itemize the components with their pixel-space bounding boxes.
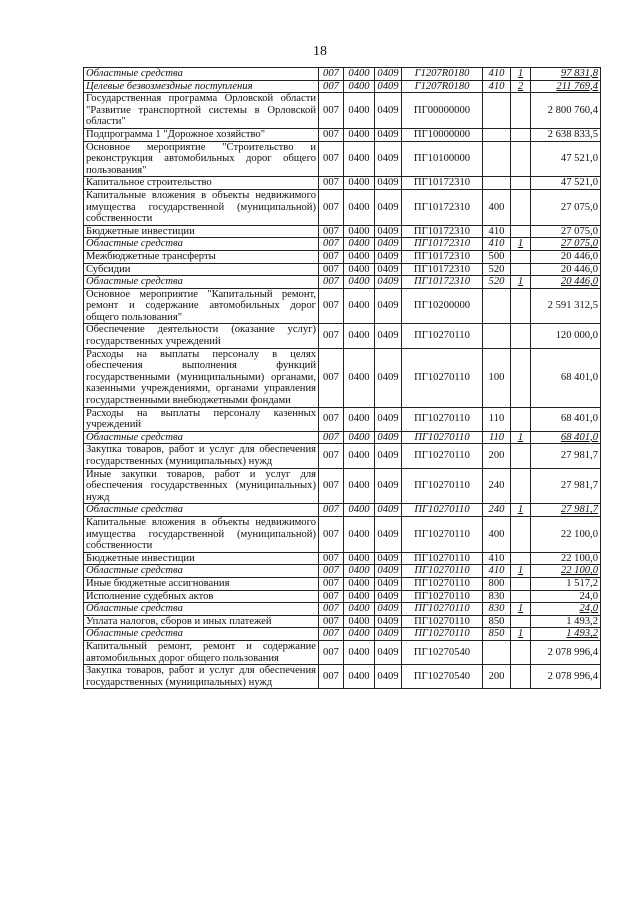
table-row	[84, 80, 601, 93]
row-funding-type: 1	[511, 68, 531, 81]
row-amount: 24,0	[531, 590, 601, 603]
row-funding-type	[511, 348, 531, 407]
row-description: Областные средства	[84, 565, 319, 578]
row-section-code: 0400	[344, 431, 375, 444]
row-target-article-code: ПГ10270110	[402, 552, 483, 565]
row-target-article-code: Г1207R0180	[402, 80, 483, 93]
row-description: Бюджетные инвестиции	[84, 552, 319, 565]
row-ved-code: 007	[319, 615, 344, 628]
row-description: Расходы на выплаты персоналу казенных учреждений	[84, 407, 319, 431]
row-amount: 1 517,2	[531, 577, 601, 590]
row-ved-code: 007	[319, 93, 344, 129]
row-funding-type	[511, 468, 531, 504]
row-expense-type-code: 110	[483, 407, 511, 431]
row-subsection-code: 0409	[375, 225, 402, 238]
row-expense-type-code: 520	[483, 263, 511, 276]
row-target-article-code: Г1207R0180	[402, 68, 483, 81]
row-section-code: 0400	[344, 80, 375, 93]
row-subsection-code: 0409	[375, 431, 402, 444]
row-ved-code: 007	[319, 431, 344, 444]
table-row	[84, 468, 601, 504]
row-subsection-code: 0409	[375, 189, 402, 225]
row-target-article-code: ПГ10270110	[402, 431, 483, 444]
row-section-code: 0400	[344, 189, 375, 225]
row-description: Областные средства	[84, 504, 319, 517]
row-subsection-code: 0409	[375, 577, 402, 590]
row-target-article-code: ПГ10270540	[402, 640, 483, 664]
row-section-code: 0400	[344, 665, 375, 689]
row-expense-type-code: 410	[483, 565, 511, 578]
row-ved-code: 007	[319, 603, 344, 616]
row-description: Капитальные вложения в объекты недвижимого имущества государственной (муниципальной) собственности	[84, 189, 319, 225]
row-section-code: 0400	[344, 288, 375, 324]
row-amount: 20 446,0	[531, 263, 601, 276]
row-description: Закупка товаров, работ и услуг для обеспечения государственных (муниципальных) нужд	[84, 444, 319, 468]
row-section-code: 0400	[344, 552, 375, 565]
row-section-code: 0400	[344, 444, 375, 468]
row-ved-code: 007	[319, 276, 344, 289]
table-row	[84, 276, 601, 289]
row-description: Иные бюджетные ассигнования	[84, 577, 319, 590]
table-row	[84, 93, 601, 129]
row-funding-type	[511, 141, 531, 177]
row-expense-type-code: 110	[483, 431, 511, 444]
row-amount: 1 493,2	[531, 628, 601, 641]
row-expense-type-code	[483, 177, 511, 190]
row-expense-type-code: 240	[483, 504, 511, 517]
row-amount: 22 100,0	[531, 565, 601, 578]
row-description: Капитальные вложения в объекты недвижимого имущества государственной (муниципальной) собственности	[84, 516, 319, 552]
row-section-code: 0400	[344, 590, 375, 603]
row-amount: 47 521,0	[531, 141, 601, 177]
row-section-code: 0400	[344, 577, 375, 590]
row-subsection-code: 0409	[375, 444, 402, 468]
row-description: Основное мероприятие "Капитальный ремонт, ремонт и содержание автомобильных дорог общего пользования"	[84, 288, 319, 324]
row-description: Исполнение судебных актов	[84, 590, 319, 603]
row-section-code: 0400	[344, 177, 375, 190]
row-ved-code: 007	[319, 590, 344, 603]
row-amount: 27 075,0	[531, 238, 601, 251]
row-section-code: 0400	[344, 615, 375, 628]
row-expense-type-code	[483, 141, 511, 177]
row-section-code: 0400	[344, 640, 375, 664]
row-amount: 68 401,0	[531, 431, 601, 444]
row-target-article-code: ПГ10172310	[402, 238, 483, 251]
row-description: Капитальное строительство	[84, 177, 319, 190]
row-funding-type	[511, 177, 531, 190]
row-section-code: 0400	[344, 565, 375, 578]
row-amount: 211 769,4	[531, 80, 601, 93]
row-funding-type	[511, 263, 531, 276]
row-subsection-code: 0409	[375, 565, 402, 578]
row-amount: 20 446,0	[531, 250, 601, 263]
row-funding-type: 1	[511, 565, 531, 578]
row-target-article-code: ПГ10172310	[402, 276, 483, 289]
row-subsection-code: 0409	[375, 288, 402, 324]
row-description: Государственная программа Орловской области "Развитие транспортной системы в Орловской области"	[84, 93, 319, 129]
row-target-article-code: ПГ00000000	[402, 93, 483, 129]
row-section-code: 0400	[344, 238, 375, 251]
row-ved-code: 007	[319, 565, 344, 578]
row-ved-code: 007	[319, 250, 344, 263]
table-row	[84, 250, 601, 263]
row-expense-type-code: 400	[483, 189, 511, 225]
row-target-article-code: ПГ10270540	[402, 665, 483, 689]
row-subsection-code: 0409	[375, 238, 402, 251]
row-section-code: 0400	[344, 407, 375, 431]
row-subsection-code: 0409	[375, 68, 402, 81]
row-amount: 24,0	[531, 603, 601, 616]
table-row	[84, 565, 601, 578]
row-expense-type-code	[483, 640, 511, 664]
row-funding-type	[511, 225, 531, 238]
row-expense-type-code: 240	[483, 468, 511, 504]
row-subsection-code: 0409	[375, 276, 402, 289]
row-subsection-code: 0409	[375, 250, 402, 263]
row-section-code: 0400	[344, 68, 375, 81]
row-ved-code: 007	[319, 141, 344, 177]
row-expense-type-code	[483, 288, 511, 324]
row-expense-type-code: 410	[483, 80, 511, 93]
row-ved-code: 007	[319, 263, 344, 276]
row-expense-type-code: 410	[483, 225, 511, 238]
table-row	[84, 189, 601, 225]
row-expense-type-code: 520	[483, 276, 511, 289]
row-amount: 22 100,0	[531, 552, 601, 565]
row-subsection-code: 0409	[375, 80, 402, 93]
row-target-article-code: ПГ10270110	[402, 590, 483, 603]
row-expense-type-code: 200	[483, 665, 511, 689]
row-ved-code: 007	[319, 552, 344, 565]
row-section-code: 0400	[344, 93, 375, 129]
row-description: Бюджетные инвестиции	[84, 225, 319, 238]
row-expense-type-code: 410	[483, 552, 511, 565]
row-target-article-code: ПГ10000000	[402, 128, 483, 141]
row-ved-code: 007	[319, 640, 344, 664]
row-expense-type-code: 850	[483, 615, 511, 628]
row-subsection-code: 0409	[375, 603, 402, 616]
row-subsection-code: 0409	[375, 93, 402, 129]
row-target-article-code: ПГ10270110	[402, 565, 483, 578]
row-section-code: 0400	[344, 276, 375, 289]
row-amount: 68 401,0	[531, 348, 601, 407]
table-row	[84, 324, 601, 348]
row-description: Областные средства	[84, 431, 319, 444]
table-row	[84, 628, 601, 641]
row-subsection-code: 0409	[375, 348, 402, 407]
row-funding-type	[511, 552, 531, 565]
row-funding-type	[511, 516, 531, 552]
row-expense-type-code	[483, 324, 511, 348]
row-target-article-code: ПГ10270110	[402, 615, 483, 628]
row-ved-code: 007	[319, 504, 344, 517]
row-expense-type-code: 410	[483, 68, 511, 81]
row-funding-type	[511, 93, 531, 129]
row-funding-type	[511, 288, 531, 324]
row-description: Закупка товаров, работ и услуг для обеспечения государственных (муниципальных) нужд	[84, 665, 319, 689]
table-row	[84, 640, 601, 664]
row-expense-type-code: 830	[483, 603, 511, 616]
row-subsection-code: 0409	[375, 640, 402, 664]
row-target-article-code: ПГ10270110	[402, 577, 483, 590]
table-row	[84, 225, 601, 238]
row-ved-code: 007	[319, 577, 344, 590]
row-amount: 68 401,0	[531, 407, 601, 431]
budget-table	[83, 67, 601, 689]
row-ved-code: 007	[319, 177, 344, 190]
row-subsection-code: 0409	[375, 407, 402, 431]
table-row	[84, 431, 601, 444]
row-funding-type: 1	[511, 603, 531, 616]
row-funding-type	[511, 577, 531, 590]
budget-table-body	[84, 68, 601, 689]
row-amount: 47 521,0	[531, 177, 601, 190]
table-row	[84, 504, 601, 517]
row-amount: 27 075,0	[531, 225, 601, 238]
row-ved-code: 007	[319, 288, 344, 324]
row-ved-code: 007	[319, 68, 344, 81]
row-expense-type-code	[483, 93, 511, 129]
row-subsection-code: 0409	[375, 468, 402, 504]
row-ved-code: 007	[319, 225, 344, 238]
row-description: Областные средства	[84, 603, 319, 616]
row-amount: 27 981,7	[531, 468, 601, 504]
row-section-code: 0400	[344, 468, 375, 504]
row-target-article-code: ПГ10270110	[402, 444, 483, 468]
row-subsection-code: 0409	[375, 590, 402, 603]
row-expense-type-code: 410	[483, 238, 511, 251]
row-description: Уплата налогов, сборов и иных платежей	[84, 615, 319, 628]
row-target-article-code: ПГ10270110	[402, 516, 483, 552]
row-amount: 97 831,8	[531, 68, 601, 81]
row-funding-type	[511, 189, 531, 225]
row-section-code: 0400	[344, 141, 375, 177]
row-subsection-code: 0409	[375, 324, 402, 348]
row-target-article-code: ПГ10172310	[402, 177, 483, 190]
row-ved-code: 007	[319, 628, 344, 641]
row-expense-type-code: 400	[483, 516, 511, 552]
table-row	[84, 348, 601, 407]
row-description: Расходы на выплаты персоналу в целях обеспечения выполнения функций государственными (муниципальными) органами, казенными учреждениями, органами управления государственными внебюджетными фондами	[84, 348, 319, 407]
row-funding-type	[511, 407, 531, 431]
row-target-article-code: ПГ10270110	[402, 324, 483, 348]
row-section-code: 0400	[344, 263, 375, 276]
row-ved-code: 007	[319, 516, 344, 552]
row-amount: 2 078 996,4	[531, 665, 601, 689]
row-funding-type	[511, 250, 531, 263]
row-subsection-code: 0409	[375, 128, 402, 141]
row-amount: 2 638 833,5	[531, 128, 601, 141]
row-target-article-code: ПГ10200000	[402, 288, 483, 324]
row-target-article-code: ПГ10172310	[402, 263, 483, 276]
row-section-code: 0400	[344, 516, 375, 552]
row-description: Обеспечение деятельности (оказание услуг) государственных учреждений	[84, 324, 319, 348]
row-description: Субсидии	[84, 263, 319, 276]
row-target-article-code: ПГ10172310	[402, 250, 483, 263]
row-expense-type-code	[483, 128, 511, 141]
row-subsection-code: 0409	[375, 516, 402, 552]
row-funding-type	[511, 665, 531, 689]
table-row	[84, 444, 601, 468]
row-section-code: 0400	[344, 628, 375, 641]
row-funding-type: 2	[511, 80, 531, 93]
row-funding-type: 1	[511, 238, 531, 251]
row-target-article-code: ПГ10270110	[402, 628, 483, 641]
row-description: Областные средства	[84, 238, 319, 251]
row-description: Межбюджетные трансферты	[84, 250, 319, 263]
table-row	[84, 288, 601, 324]
row-subsection-code: 0409	[375, 628, 402, 641]
row-section-code: 0400	[344, 225, 375, 238]
row-description: Областные средства	[84, 276, 319, 289]
row-funding-type: 1	[511, 504, 531, 517]
table-row	[84, 407, 601, 431]
row-funding-type	[511, 128, 531, 141]
row-amount: 2 078 996,4	[531, 640, 601, 664]
row-section-code: 0400	[344, 504, 375, 517]
row-ved-code: 007	[319, 444, 344, 468]
row-target-article-code: ПГ10270110	[402, 348, 483, 407]
row-target-article-code: ПГ10100000	[402, 141, 483, 177]
row-expense-type-code: 850	[483, 628, 511, 641]
row-funding-type	[511, 590, 531, 603]
row-expense-type-code: 100	[483, 348, 511, 407]
table-row	[84, 577, 601, 590]
table-row	[84, 615, 601, 628]
row-ved-code: 007	[319, 348, 344, 407]
row-description: Основное мероприятие "Строительство и реконструкция автомобильных дорог общего пользования"	[84, 141, 319, 177]
row-amount: 120 000,0	[531, 324, 601, 348]
row-amount: 2 800 760,4	[531, 93, 601, 129]
row-section-code: 0400	[344, 324, 375, 348]
row-target-article-code: ПГ10172310	[402, 225, 483, 238]
row-expense-type-code: 200	[483, 444, 511, 468]
row-description: Иные закупки товаров, работ и услуг для обеспечения государственных (муниципальных) нужд	[84, 468, 319, 504]
row-subsection-code: 0409	[375, 665, 402, 689]
table-row	[84, 141, 601, 177]
row-amount: 2 591 312,5	[531, 288, 601, 324]
row-funding-type: 1	[511, 431, 531, 444]
row-description: Целевые безвозмездные поступления	[84, 80, 319, 93]
row-funding-type	[511, 640, 531, 664]
table-row	[84, 665, 601, 689]
table-row	[84, 263, 601, 276]
row-amount: 20 446,0	[531, 276, 601, 289]
row-subsection-code: 0409	[375, 504, 402, 517]
row-ved-code: 007	[319, 128, 344, 141]
table-row	[84, 238, 601, 251]
row-subsection-code: 0409	[375, 552, 402, 565]
row-funding-type	[511, 444, 531, 468]
page-number: 18	[313, 44, 327, 59]
row-funding-type: 1	[511, 276, 531, 289]
row-funding-type	[511, 324, 531, 348]
row-target-article-code: ПГ10270110	[402, 468, 483, 504]
row-section-code: 0400	[344, 603, 375, 616]
row-section-code: 0400	[344, 348, 375, 407]
row-amount: 27 981,7	[531, 504, 601, 517]
table-row	[84, 68, 601, 81]
row-subsection-code: 0409	[375, 177, 402, 190]
row-description: Капитальный ремонт, ремонт и содержание автомобильных дорог общего пользования	[84, 640, 319, 664]
row-ved-code: 007	[319, 407, 344, 431]
row-description: Областные средства	[84, 68, 319, 81]
table-row	[84, 516, 601, 552]
row-section-code: 0400	[344, 128, 375, 141]
row-subsection-code: 0409	[375, 615, 402, 628]
table-row	[84, 603, 601, 616]
row-target-article-code: ПГ10172310	[402, 189, 483, 225]
table-row	[84, 590, 601, 603]
row-ved-code: 007	[319, 189, 344, 225]
row-description: Областные средства	[84, 628, 319, 641]
row-amount: 1 493,2	[531, 615, 601, 628]
row-subsection-code: 0409	[375, 141, 402, 177]
row-subsection-code: 0409	[375, 263, 402, 276]
row-funding-type	[511, 615, 531, 628]
row-section-code: 0400	[344, 250, 375, 263]
table-row	[84, 128, 601, 141]
row-target-article-code: ПГ10270110	[402, 603, 483, 616]
row-ved-code: 007	[319, 468, 344, 504]
row-expense-type-code: 800	[483, 577, 511, 590]
row-description: Подпрограмма 1 "Дорожное хозяйство"	[84, 128, 319, 141]
table-row	[84, 177, 601, 190]
table-row	[84, 552, 601, 565]
row-ved-code: 007	[319, 80, 344, 93]
row-target-article-code: ПГ10270110	[402, 504, 483, 517]
row-ved-code: 007	[319, 324, 344, 348]
row-ved-code: 007	[319, 238, 344, 251]
row-ved-code: 007	[319, 665, 344, 689]
row-amount: 27 981,7	[531, 444, 601, 468]
row-funding-type: 1	[511, 628, 531, 641]
row-expense-type-code: 830	[483, 590, 511, 603]
row-expense-type-code: 500	[483, 250, 511, 263]
row-target-article-code: ПГ10270110	[402, 407, 483, 431]
row-amount: 27 075,0	[531, 189, 601, 225]
row-amount: 22 100,0	[531, 516, 601, 552]
